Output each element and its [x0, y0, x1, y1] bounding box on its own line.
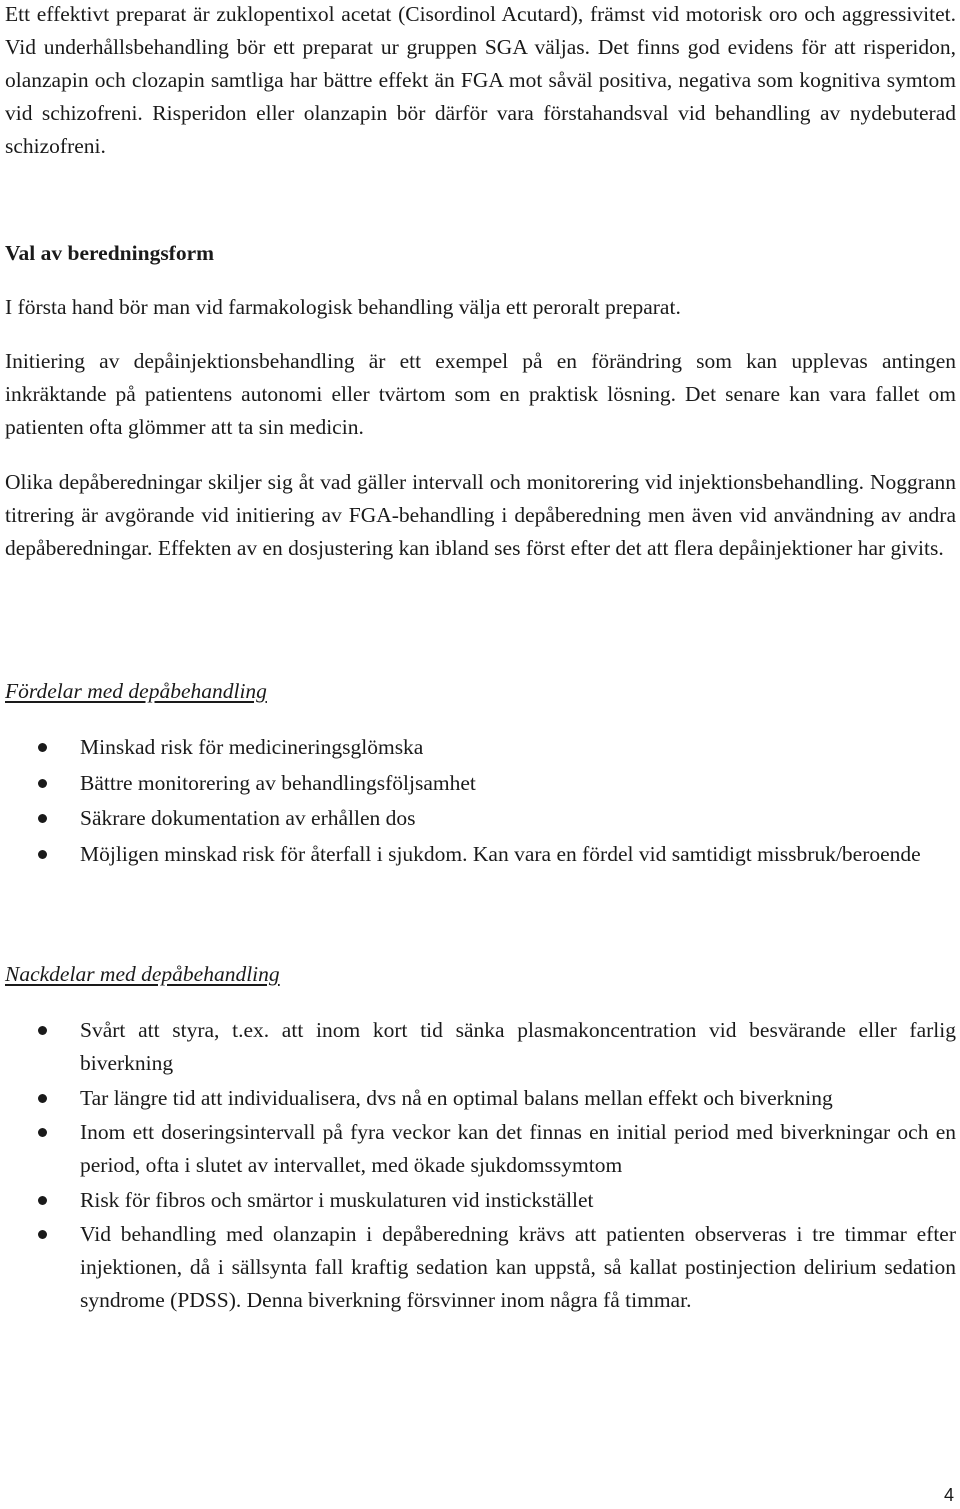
list-item-text: Svårt att styra, t.ex. att inom kort tid sänka plasmakoncentration vid besvärande eller farlig biverkning [80, 1018, 956, 1075]
list-item-text: Bättre monitorering av behandlingsföljsamhet [80, 770, 476, 795]
list-item-text: Säkrare dokumentation av erhållen dos [80, 806, 416, 830]
bullet-icon [38, 1094, 47, 1103]
list-item [5, 838, 956, 871]
list-item [5, 1082, 956, 1115]
disadvantages-heading: Nackdelar med depåbehandling [5, 962, 280, 986]
page-number: 4 [943, 1485, 954, 1505]
advantages-heading: Fördelar med depåbehandling [5, 679, 267, 703]
intro-paragraph: Ett effektivt preparat är zuklopentixol acetat (Cisordinol Acutard), främst vid motorisk oro och aggressivitet. Vid underhållsbehandling bör ett preparat ur gruppen SGA väljas. Det finns god evidens för att risperidon, olanzapin och clozapin samtliga har bättre effekt än FGA mot såväl positiva, negativa som kognitiva symtom vid schizofreni. Risperidon eller olanzapin bör därför vara förstahandsval vid behandling av nydebuterad schizofreni. [5, 2, 956, 158]
list-item-text: Möjligen minskad risk för återfall i sjukdom. Kan vara en fördel vid samtidigt missbruk/beroende [80, 841, 921, 866]
list-item-text: Vid behandling med olanzapin i depåberedning krävs att patienten observeras i tre timmar efter injektionen, då i sällsynta fall kraftig sedation kan uppstå, så kallat postinjection delirium sedation syndrome (PDSS). Denna biverkning försvinner inom några få timmar. [80, 1222, 956, 1312]
form-section-heading: Val av beredningsform [5, 241, 215, 265]
depot-formulations-paragraph: Olika depåberedningar skiljer sig åt vad gäller intervall och monitorering vid injektionsbehandling. Noggrann titrering är avgörande vid initiering av FGA-behandling i depåberedning men även vid användning av andra depåberedningar. Effekten av en dosjustering kan ibland ses först efter det att flera depåinjektioner har givits. [5, 470, 956, 560]
list-item-text: Risk för fibros och smärtor i muskulaturen vid instickstället [80, 1187, 594, 1212]
bullet-icon [38, 1230, 47, 1239]
list-item [5, 802, 956, 835]
list-item-text: Inom ett doseringsintervall på fyra veckor kan det finnas en initial period med biverkningar och en period, ofta i slutet av intervallet, med ökade sjukdomssymtom [80, 1120, 956, 1177]
bullet-icon [38, 1196, 47, 1205]
bullet-icon [38, 850, 47, 859]
list-item-text: Minskad risk för medicineringsglömska [80, 735, 424, 759]
list-item [5, 731, 956, 764]
bullet-icon [38, 1128, 47, 1137]
list-item [5, 1218, 956, 1317]
bullet-icon [38, 743, 47, 752]
list-item [5, 1014, 956, 1080]
depot-initiation-paragraph: Initiering av depåinjektionsbehandling är ett exempel på en förändring som kan upplevas antingen inkräktande på patientens autonomi eller tvärtom som en praktisk lösning. Det senare kan vara fallet om patienten ofta glömmer att ta sin medicin. [5, 349, 956, 439]
list-item [5, 1184, 956, 1217]
form-first-paragraph: I första hand bör man vid farmakologisk behandling välja ett peroralt preparat. [5, 295, 681, 319]
advantages-list [5, 731, 956, 873]
bullet-icon [38, 779, 47, 788]
bullet-icon [38, 1026, 47, 1035]
list-item [5, 1116, 956, 1182]
list-item [5, 767, 956, 800]
list-item-text: Tar längre tid att individualisera, dvs nå en optimal balans mellan effekt och biverkning [80, 1085, 833, 1110]
bullet-icon [38, 814, 47, 823]
disadvantages-list [5, 1014, 956, 1319]
